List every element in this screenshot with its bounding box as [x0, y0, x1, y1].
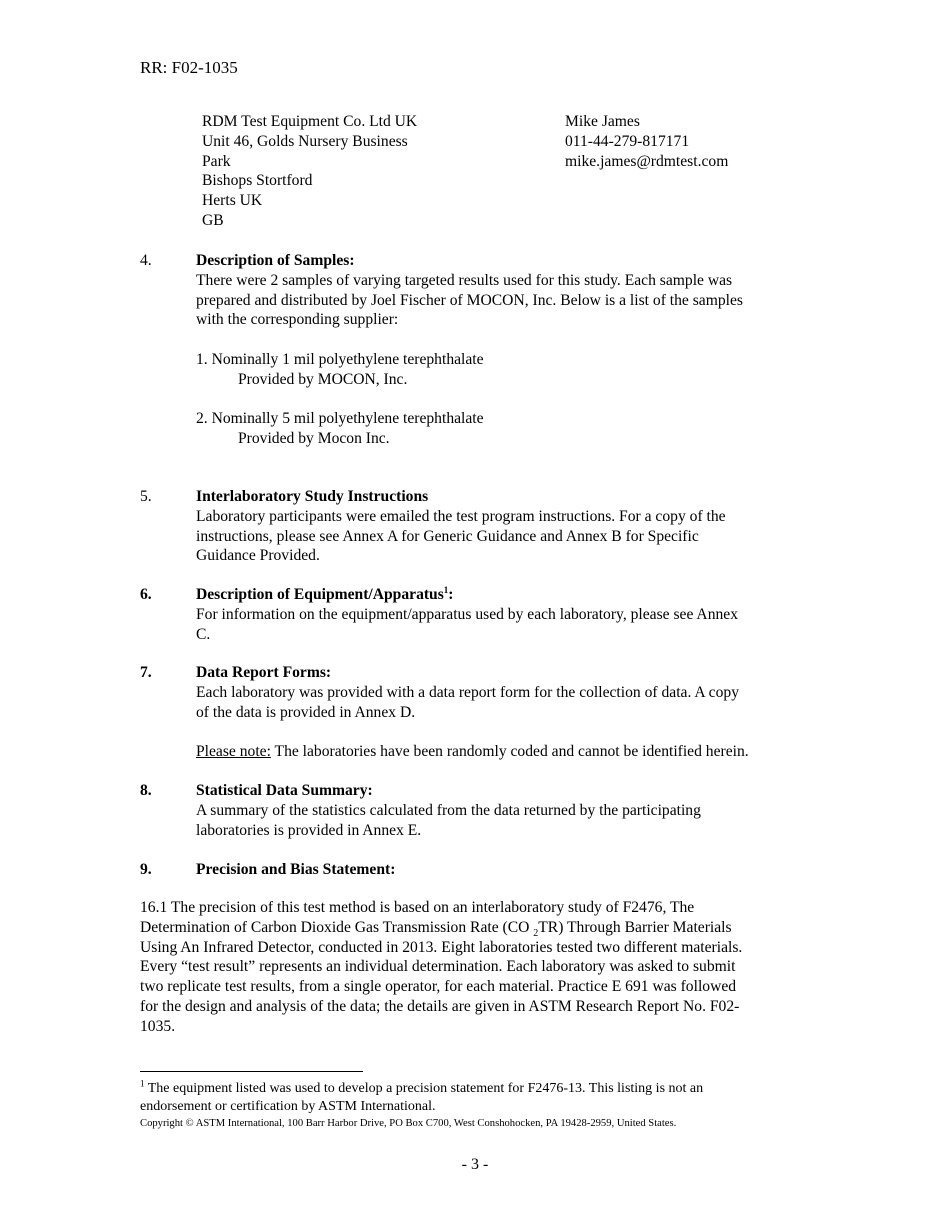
section-5-title: Interlaboratory Study Instructions	[196, 488, 429, 505]
section-6-line: C.	[196, 625, 211, 643]
section-6	[196, 585, 811, 644]
section-5-line: instructions, please see Annex A for Generic Guidance and Annex B for Specific	[196, 527, 699, 545]
address-line: GB	[202, 211, 224, 229]
footnote-mark: 1	[140, 1078, 145, 1089]
section-8-line: laboratories is provided in Annex E.	[196, 821, 422, 839]
section-6-title-colon: :	[448, 586, 454, 603]
paragraph-line: 1035.	[140, 1017, 176, 1035]
precision-paragraph	[140, 898, 805, 1037]
page-number: - 3 -	[461, 1156, 489, 1173]
section-5-line: Guidance Provided.	[196, 547, 320, 565]
sample-item-2: 2. Nominally 5 mil polyethylene terephthalate	[196, 410, 484, 428]
paragraph-text: TR) Through Barrier Materials	[538, 918, 732, 936]
address-line: Herts UK	[202, 192, 263, 210]
section-9	[196, 860, 811, 880]
contact-name: Mike James	[565, 113, 640, 130]
paragraph-line: Every “test result” represents an individual determination. Each laboratory was asked to submit	[140, 958, 736, 976]
section-6-title	[196, 585, 811, 605]
subscript-2: 2	[533, 927, 539, 939]
section-8-line: A summary of the statistics calculated from the data returned by the participating	[196, 801, 701, 819]
section-5	[196, 487, 811, 566]
section-4	[196, 251, 811, 449]
section-7-line: of the data is provided in Annex D.	[196, 703, 416, 721]
sample-item-1-supplier: Provided by MOCON, Inc.	[238, 370, 408, 388]
section-7-line: Each laboratory was provided with a data report form for the collection of data. A copy	[196, 683, 739, 701]
section-4-title: Description of Samples:	[196, 252, 355, 269]
paragraph-text: Determination of Carbon Dioxide Gas Transmission Rate (CO	[140, 918, 534, 936]
section-4-line: with the corresponding supplier:	[196, 311, 399, 329]
section-7-number: 7.	[140, 664, 152, 681]
contact-block	[565, 112, 865, 171]
section-4-line: There were 2 samples of varying targeted results used for this study. Each sample was	[196, 271, 733, 289]
section-6-line: For information on the equipment/apparatus used by each laboratory, please see Annex	[196, 605, 739, 623]
section-8-title: Statistical Data Summary:	[196, 782, 373, 799]
section-7	[196, 663, 811, 762]
footnote-divider	[140, 1071, 363, 1072]
address-line: RDM Test Equipment Co. Ltd UK	[202, 113, 418, 130]
section-6-title-text: Description of Equipment/Apparatus	[196, 586, 444, 603]
address-line: Park	[202, 152, 231, 170]
section-9-number: 9.	[140, 861, 152, 878]
footnote-line	[140, 1080, 805, 1098]
paragraph-line: Using An Infrared Detector, conducted in 2013. Eight laboratories tested two different materials.	[140, 938, 743, 956]
footnote-text: The equipment listed was used to develop a precision statement for F2476-13. This listing is not an	[144, 1081, 704, 1096]
sample-item-2-supplier: Provided by Mocon Inc.	[238, 430, 390, 448]
paragraph-line: 16.1 The precision of this test method is based on an interlaboratory study of F2476, The	[140, 899, 695, 916]
section-5-line: Laboratory participants were emailed the test program instructions. For a copy of the	[196, 507, 726, 525]
note-label: Please note:	[196, 743, 271, 761]
section-8	[196, 781, 811, 840]
address-line: Bishops Stortford	[202, 172, 313, 190]
contact-email: mike.james@rdmtest.com	[565, 152, 729, 170]
contact-phone: 011-44-279-817171	[565, 132, 690, 150]
footnote	[140, 1080, 805, 1116]
section-9-title: Precision and Bias Statement:	[196, 861, 396, 878]
section-7-title: Data Report Forms:	[196, 664, 332, 681]
paragraph-line: for the design and analysis of the data; the details are given in ASTM Research Report No. F02-	[140, 997, 740, 1015]
copyright-notice: Copyright © ASTM International, 100 Barr Harbor Drive, PO Box C700, West Conshohocken, PA 19428-2959, United States.	[140, 1118, 677, 1129]
section-5-number: 5.	[140, 488, 152, 505]
running-header: RR: F02-1035	[140, 58, 238, 77]
section-8-number: 8.	[140, 782, 152, 799]
address-line: Unit 46, Golds Nursery Business	[202, 132, 408, 150]
section-7-note	[196, 742, 811, 762]
section-6-number: 6.	[140, 586, 152, 603]
sample-item-1: 1. Nominally 1 mil polyethylene terephthalate	[196, 350, 484, 368]
note-text: The laboratories have been randomly coded and cannot be identified herein.	[270, 743, 749, 761]
paragraph-line	[140, 918, 805, 938]
paragraph-line: two replicate test results, from a single operator, for each material. Practice E 691 was followed	[140, 978, 737, 996]
supplier-address	[202, 112, 502, 231]
footnote-reference: 1	[443, 584, 449, 595]
footnote-line: endorsement or certification by ASTM International.	[140, 1099, 436, 1114]
section-4-number: 4.	[140, 252, 152, 269]
section-4-line: prepared and distributed by Joel Fischer of MOCON, Inc. Below is a list of the samples	[196, 291, 743, 309]
